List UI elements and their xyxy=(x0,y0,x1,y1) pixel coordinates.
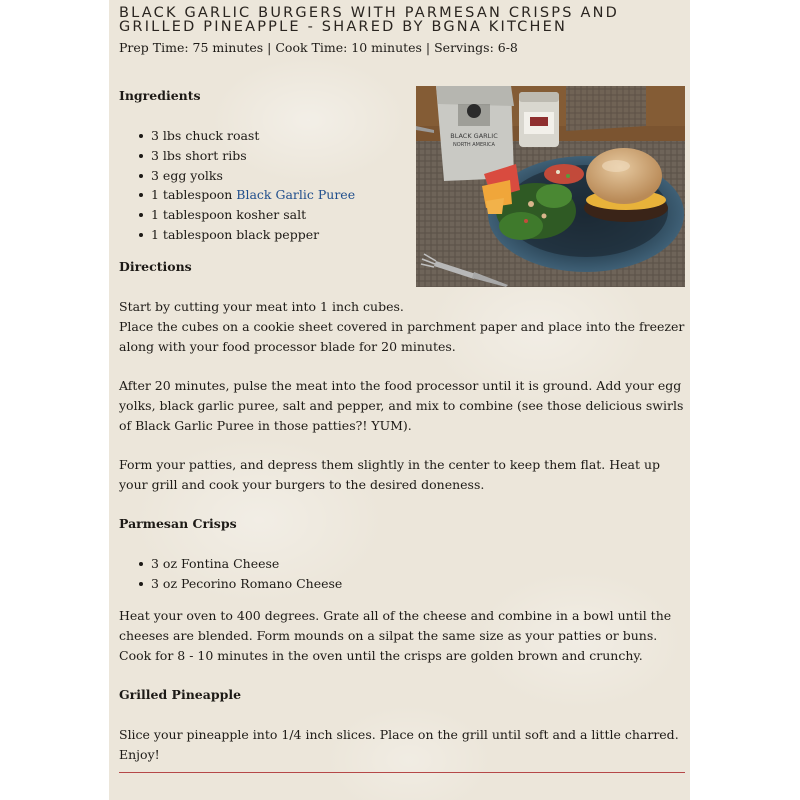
ingredients-list xyxy=(119,126,355,245)
bag-label-line1: BLACK GARLIC xyxy=(450,132,498,140)
directions-paragraph-2: After 20 minutes, pulse the meat into the food processor until it is ground. Add your egg yolks, black garlic puree, salt and pepper, and mix to combine (see those delicious swirls of Black Garlic Puree in those patties?! YUM). xyxy=(119,378,684,433)
list-item xyxy=(119,225,355,245)
puree-jar xyxy=(519,92,559,147)
list-item xyxy=(119,146,355,166)
ingredient-text: 1 tablespoon black pepper xyxy=(151,226,320,242)
directions-heading: Directions xyxy=(119,259,192,274)
ingredient-text: 3 oz Pecorino Romano Cheese xyxy=(151,575,343,591)
bag-label-line2: NORTH AMERICA xyxy=(453,142,495,148)
recipe-meta: Prep Time: 75 minutes | Cook Time: 10 minutes | Servings: 6-8 xyxy=(119,40,518,55)
list-item xyxy=(119,205,355,225)
parmesan-paragraph: Heat your oven to 400 degrees. Grate all of the cheese and combine in a bowl until the cheeses are blended. Form mounds on a silpat the same size as your patties or buns. Cook for 8 - 10 minutes in the oven until the crisps are golden brown and crunchy. xyxy=(119,608,672,663)
ingredient-text: 1 tablespoon kosher salt xyxy=(151,207,307,223)
list-item xyxy=(119,574,342,594)
list-item xyxy=(119,166,355,186)
grilled-pineapple-heading: Grilled Pineapple xyxy=(119,687,242,702)
ingredient-text: 3 lbs short ribs xyxy=(151,147,247,163)
black-garlic-puree-link[interactable]: Black Garlic Puree xyxy=(236,187,356,203)
ingredient-text: 3 egg yolks xyxy=(151,167,223,183)
ingredients-heading: Ingredients xyxy=(119,88,201,103)
ingredient-prefix: 1 tablespoon xyxy=(151,187,237,203)
directions-line-1: Start by cutting your meat into 1 inch cubes. xyxy=(119,299,404,314)
ingredient-text: 3 lbs chuck roast xyxy=(151,128,260,143)
directions-paragraph-3: Form your patties, and depress them slightly in the center to keep them flat. Heat up your grill and cook your burgers to the desired doneness. xyxy=(119,457,661,492)
recipe-page xyxy=(109,0,690,800)
parmesan-ingredients-list xyxy=(119,554,342,594)
list-item xyxy=(119,554,342,574)
list-item xyxy=(119,126,355,146)
burger-photo xyxy=(416,86,685,287)
ingredient-text: 3 oz Fontina Cheese xyxy=(151,556,280,571)
list-item xyxy=(119,185,355,205)
section-divider xyxy=(119,772,685,773)
parmesan-crisps-heading: Parmesan Crisps xyxy=(119,516,237,531)
product-bag xyxy=(436,86,514,181)
pineapple-paragraph: Slice your pineapple into 1/4 inch slices. Place on the grill until soft and a little charred. Enjoy! xyxy=(119,727,679,762)
directions-paragraph-1 xyxy=(119,297,685,356)
directions-line-2: Place the cubes on a cookie sheet covered in parchment paper and place into the freezer along with your food processor blade for 20 minutes. xyxy=(119,318,685,354)
recipe-title: BLACK GARLIC BURGERS WITH PARMESAN CRISPS AND GRILLED PINEAPPLE - SHARED BY BGNA KITCHEN xyxy=(119,5,619,35)
